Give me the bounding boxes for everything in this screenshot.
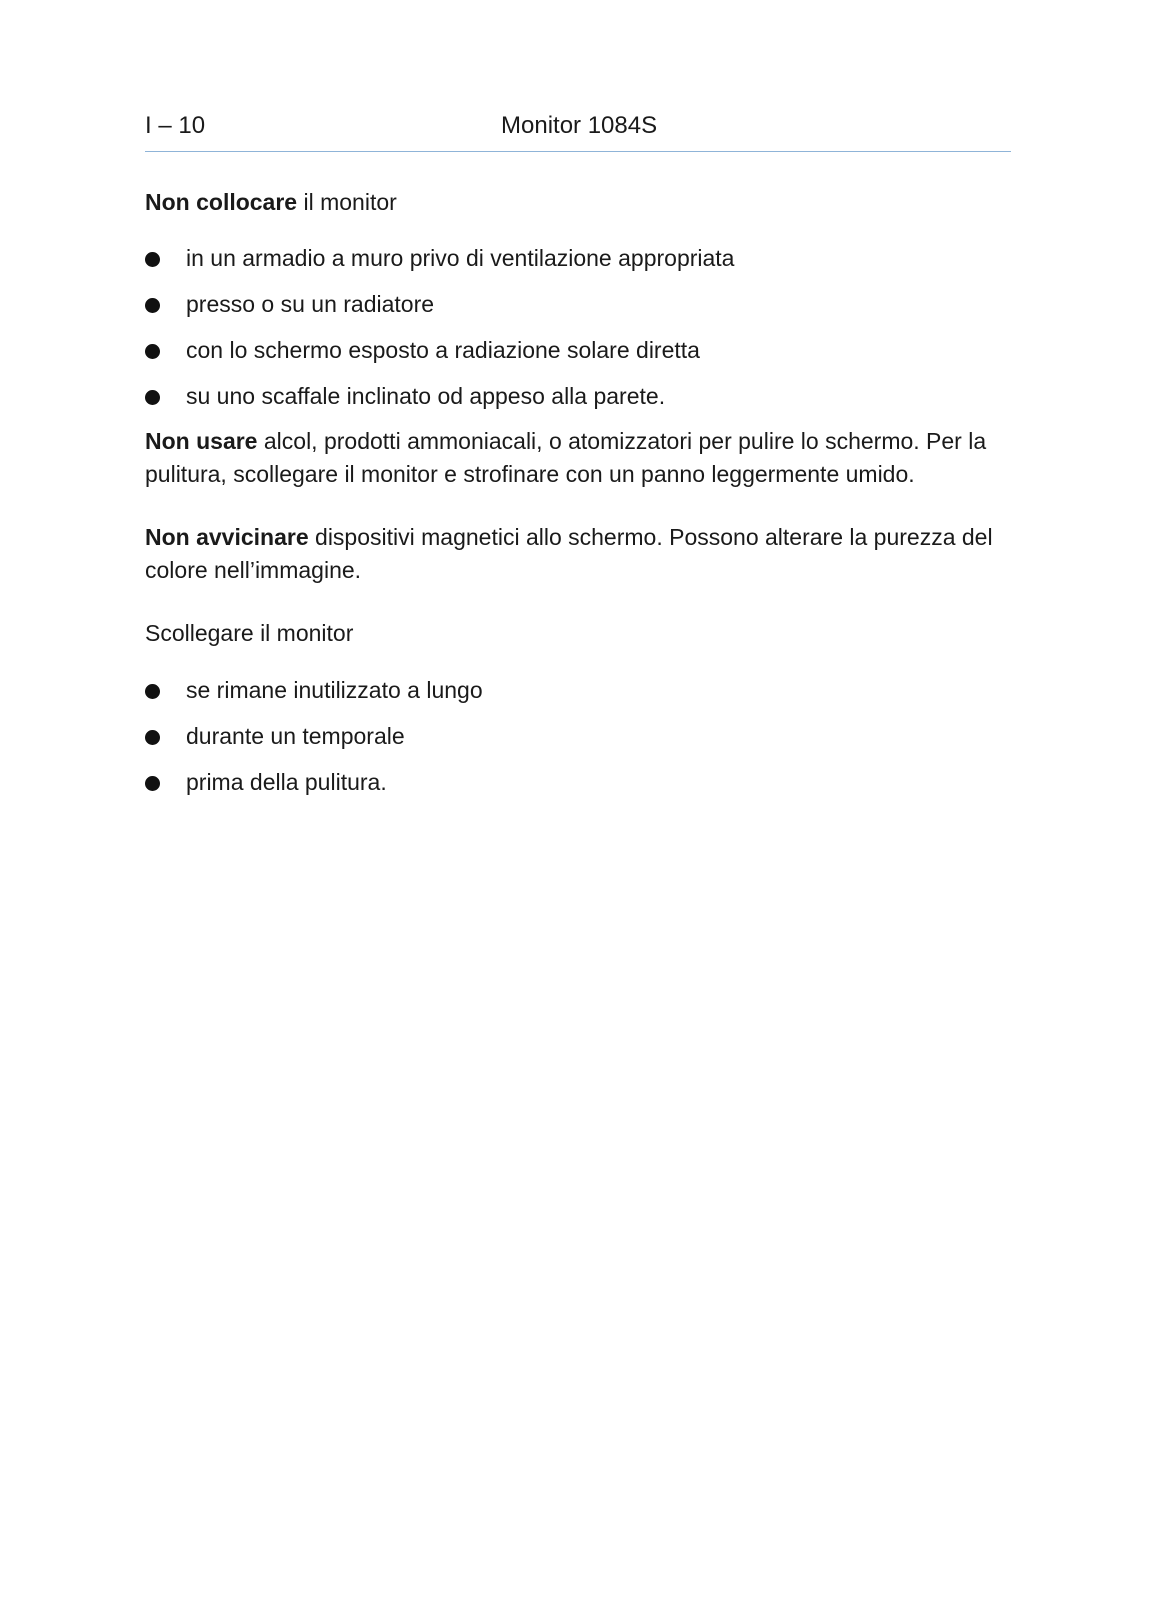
lead-bold: Non avvicinare xyxy=(145,524,309,550)
list-item-text: in un armadio a muro privo di ventilazione appropriata xyxy=(186,245,735,271)
manual-title: Monitor 1084S xyxy=(501,112,658,139)
list-item-text: con lo schermo esposto a radiazione solare diretta xyxy=(186,337,700,363)
do-not-approach-paragraph xyxy=(145,521,1015,587)
bullet-icon xyxy=(145,252,160,267)
list-item-text: durante un temporale xyxy=(186,723,405,749)
list-item-text: prima della pulitura. xyxy=(186,769,387,795)
do-not-place-list xyxy=(145,242,1015,426)
list-item-text: su uno scaffale inclinato od appeso alla parete. xyxy=(186,383,666,409)
list-item xyxy=(145,720,1015,766)
header-divider xyxy=(145,151,1011,152)
list-item xyxy=(145,334,1015,380)
list-item xyxy=(145,674,1015,720)
bullet-icon xyxy=(145,730,160,745)
page-header xyxy=(145,108,1011,148)
bullet-icon xyxy=(145,776,160,791)
list-item-text: presso o su un radiatore xyxy=(186,291,435,317)
list-item-text: se rimane inutilizzato a lungo xyxy=(186,677,483,703)
list-item xyxy=(145,380,1015,426)
list-item xyxy=(145,766,1015,812)
list-item xyxy=(145,242,1015,288)
lead-text: il monitor xyxy=(297,189,397,215)
bullet-icon xyxy=(145,390,160,405)
lead-bold: Non collocare xyxy=(145,189,298,215)
bullet-icon xyxy=(145,344,160,359)
disconnect-lead xyxy=(145,617,1015,650)
page-content xyxy=(145,186,1015,812)
lead-bold: Non usare xyxy=(145,428,258,454)
disconnect-list xyxy=(145,674,1015,812)
do-not-use-paragraph xyxy=(145,425,1015,491)
paragraph-text: alcol, prodotti ammoniacali, o atomizzatori per pulire lo schermo. Per la pulitura, scollegare il monitor e strofinare con un panno leggermente umido. xyxy=(145,428,987,487)
page-number: I – 10 xyxy=(145,112,206,139)
paragraph-text: dispositivi magnetici allo schermo. Possono alterare la purezza del colore nell’immagine. xyxy=(145,524,993,583)
bullet-icon xyxy=(145,298,160,313)
list-item xyxy=(145,288,1015,334)
section-do-not-place-lead xyxy=(145,186,1015,219)
lead-text: Scollegare il monitor xyxy=(145,620,354,646)
bullet-icon xyxy=(145,684,160,699)
